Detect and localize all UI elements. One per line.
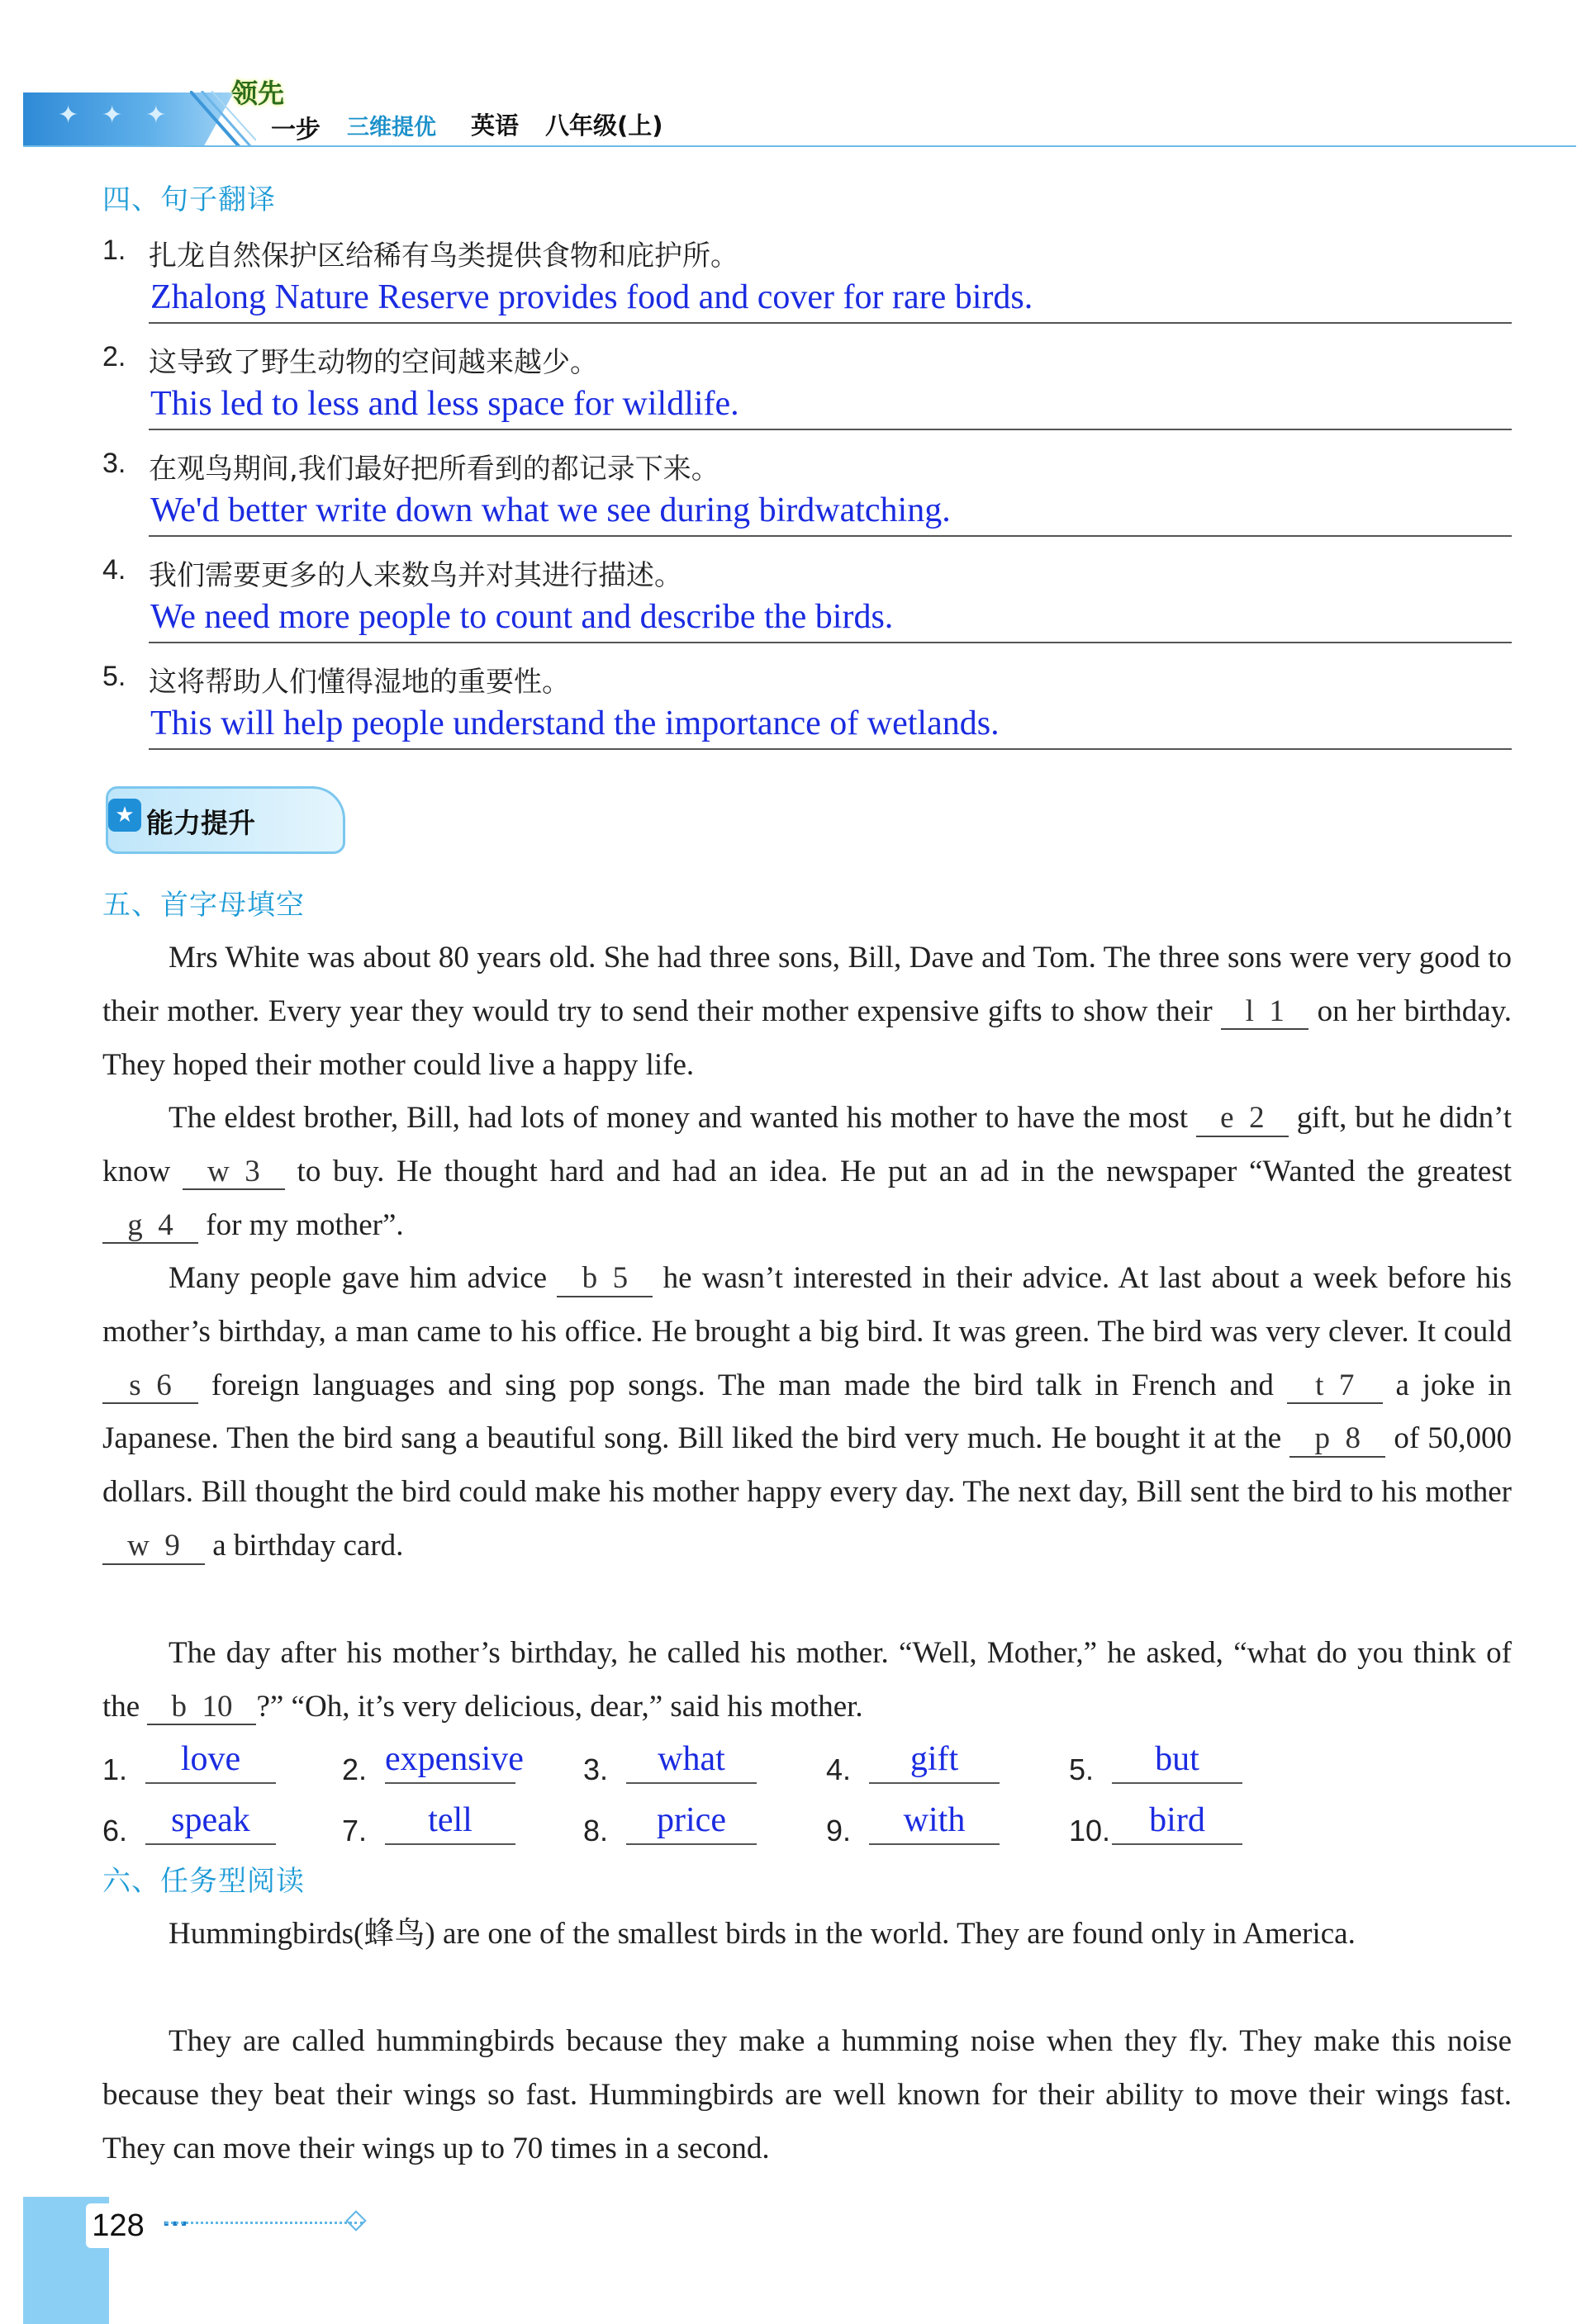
reading-paragraph-1: Hummingbirds(蜂鸟) are one of the smallest birds in the world. They are found only in America. bbox=[169, 1917, 1356, 1951]
header-brand-sub: 一步 bbox=[271, 116, 321, 145]
blank-letter: e bbox=[1220, 1101, 1234, 1135]
blank-number: 9 bbox=[164, 1528, 180, 1563]
blank-number: 2 bbox=[1249, 1101, 1265, 1135]
header-star-icon: ✦✦✦ bbox=[58, 101, 190, 130]
passage-text: The day after his mother’s birthday, he called his mother. “Well, Mother,” he asked, “what do you think of the bbox=[102, 1636, 1512, 1724]
answer-line bbox=[149, 322, 1512, 324]
blank-4 bbox=[102, 1209, 198, 1245]
answer-number: 4. bbox=[826, 1752, 852, 1786]
answer-item bbox=[342, 1794, 582, 1852]
blank-7 bbox=[1287, 1369, 1383, 1405]
answer-word: love bbox=[180, 1740, 241, 1778]
passage-text: Many people gave him advice bbox=[169, 1261, 548, 1295]
passage-text: Mrs White was about 80 years old. She had three sons, Bill, Dave and Tom. The three sons were very good to their mother. Every year they would try to send their mother expensive gifts to show their bbox=[102, 941, 1512, 1028]
chinese-sentence: 这将帮助人们懂得湿地的重要性。 bbox=[149, 666, 570, 699]
english-answer: This will help people understand the importance of wetlands. bbox=[150, 704, 1000, 742]
passage-text: a birthday card. bbox=[212, 1528, 404, 1563]
answer-item bbox=[583, 1794, 823, 1852]
english-answer: This led to less and less space for wildlife. bbox=[150, 385, 739, 423]
header-series: 三维提优 bbox=[347, 115, 436, 140]
answer-number: 3. bbox=[583, 1752, 609, 1786]
blank-letter: b bbox=[582, 1261, 598, 1295]
blank-letter: t bbox=[1315, 1368, 1324, 1402]
answer-number: 9. bbox=[826, 1814, 852, 1847]
blank-number: 1 bbox=[1269, 994, 1285, 1028]
answer-word: speak bbox=[171, 1801, 250, 1839]
header-subject: 英语 bbox=[471, 111, 520, 140]
blank-number: 8 bbox=[1345, 1421, 1361, 1456]
passage-text: a joke in Japanese. Then the bird sang a beautiful song. Bill liked the bird very much. He bought it at the bbox=[102, 1368, 1513, 1456]
answer-line bbox=[385, 1843, 515, 1845]
answer-number: 8. bbox=[583, 1814, 609, 1847]
english-answer: We need more people to count and describe the birds. bbox=[150, 598, 894, 636]
section4-title: 四、句子翻译 bbox=[102, 183, 276, 216]
chinese-sentence: 扎龙自然保护区给稀有鸟类提供食物和庇护所。 bbox=[149, 240, 739, 273]
blank-9 bbox=[102, 1530, 205, 1565]
answer-word: but bbox=[1155, 1740, 1199, 1778]
answer-line bbox=[149, 642, 1512, 643]
item-number: 1. bbox=[102, 235, 126, 266]
header-rule bbox=[23, 145, 1576, 147]
ability-badge bbox=[106, 786, 345, 854]
answer-line bbox=[149, 535, 1512, 537]
header-brand-badge: 领先 bbox=[231, 78, 285, 109]
blank-letter: b bbox=[171, 1689, 187, 1724]
reading-paragraph-2: They are called hummingbirds because they make a humming noise when they fly. They make this noise because they beat their wings so fast. Hummingbirds are well known for their ability to move their wings fast. They can move their wings up to 70 times in a second. bbox=[102, 2024, 1512, 2165]
blank-letter: g bbox=[127, 1207, 143, 1242]
passage-text: gift, but he didn’t know bbox=[102, 1101, 1512, 1188]
answer-number: 6. bbox=[102, 1814, 128, 1847]
answer-line bbox=[149, 748, 1512, 750]
answer-line bbox=[869, 1782, 1000, 1784]
answer-line bbox=[149, 429, 1512, 430]
answer-word: with bbox=[903, 1801, 966, 1839]
blank-number: 3 bbox=[245, 1154, 260, 1188]
item-number: 4. bbox=[102, 554, 126, 586]
blank-number: 7 bbox=[1338, 1368, 1355, 1402]
passage-text: he wasn’t interested in their advice. At last about a week before his mother’s birthday, a man came to his office. He brought a big bird. It was green. The bird was very clever. It could bbox=[102, 1261, 1512, 1349]
answer-word: tell bbox=[428, 1801, 473, 1839]
cloze-paragraph-3 bbox=[102, 1252, 1512, 1573]
section5-title: 五、首字母填空 bbox=[102, 889, 305, 922]
blank-1 bbox=[1221, 995, 1308, 1031]
answer-line bbox=[1112, 1843, 1242, 1845]
answer-line bbox=[869, 1843, 1000, 1845]
passage-text: to buy. He thought hard and had an idea. He put an ad in the newspaper “Wanted the greatest bbox=[297, 1154, 1513, 1188]
blank-letter: l bbox=[1245, 994, 1254, 1028]
answer-item bbox=[826, 1794, 1066, 1852]
passage-text: ?” “Oh, it’s very delicious, dear,” said his mother. bbox=[256, 1689, 863, 1724]
item-number: 2. bbox=[102, 341, 126, 372]
blank-letter: s bbox=[129, 1368, 141, 1402]
blank-6 bbox=[102, 1369, 198, 1405]
passage-text: for my mother”. bbox=[206, 1207, 404, 1242]
blank-letter: w bbox=[127, 1528, 150, 1563]
ability-label: 能力提升 bbox=[146, 807, 255, 839]
answer-word: gift bbox=[909, 1740, 959, 1778]
blank-2 bbox=[1196, 1102, 1289, 1137]
answer-item bbox=[1069, 1733, 1308, 1790]
answer-word: bird bbox=[1149, 1801, 1205, 1839]
item-number: 5. bbox=[102, 661, 126, 692]
blank-letter: p bbox=[1314, 1421, 1331, 1456]
blank-number: 10 bbox=[202, 1689, 233, 1724]
answer-item bbox=[102, 1794, 342, 1852]
blank-10 bbox=[147, 1691, 256, 1726]
answer-item bbox=[583, 1733, 823, 1790]
answer-number: 7. bbox=[342, 1814, 368, 1847]
passage-text: The eldest brother, Bill, had lots of money and wanted his mother to have the most bbox=[169, 1101, 1188, 1135]
header-grade: 八年级(上) bbox=[545, 111, 663, 140]
blank-number: 4 bbox=[158, 1207, 173, 1242]
answer-item bbox=[826, 1733, 1066, 1790]
answer-number: 10. bbox=[1069, 1814, 1111, 1847]
answer-line bbox=[145, 1843, 276, 1845]
answer-line bbox=[145, 1782, 276, 1784]
passage-text: on her birthday. They hoped their mother could live a happy life. bbox=[102, 994, 1512, 1082]
answer-word: what bbox=[658, 1740, 725, 1778]
footer-dotted-rule bbox=[165, 2222, 363, 2232]
chinese-sentence: 这导致了野生动物的空间越来越少。 bbox=[149, 346, 598, 379]
blank-8 bbox=[1289, 1422, 1385, 1458]
answer-item bbox=[102, 1733, 342, 1790]
blank-number: 6 bbox=[156, 1368, 172, 1402]
item-number: 3. bbox=[102, 448, 126, 479]
cloze-paragraph-2 bbox=[102, 1092, 1512, 1252]
english-answer: Zhalong Nature Reserve provides food and cover for rare birds. bbox=[150, 278, 1033, 316]
section6-title: 六、任务型阅读 bbox=[102, 1865, 305, 1898]
answer-number: 5. bbox=[1069, 1752, 1095, 1786]
answer-line bbox=[385, 1782, 515, 1784]
answer-line bbox=[626, 1843, 757, 1845]
answer-line bbox=[626, 1782, 757, 1784]
answer-line bbox=[1112, 1782, 1242, 1784]
blank-letter: w bbox=[207, 1154, 230, 1188]
answer-word: price bbox=[657, 1801, 726, 1839]
footer-ellipsis: ··· bbox=[162, 2210, 188, 2237]
english-answer: We'd better write down what we see during birdwatching. bbox=[150, 491, 951, 529]
answer-word: expensive bbox=[385, 1740, 524, 1778]
answer-item bbox=[1069, 1794, 1308, 1852]
blank-3 bbox=[183, 1155, 285, 1191]
blank-5 bbox=[557, 1262, 653, 1297]
blank-number: 5 bbox=[612, 1261, 629, 1295]
chinese-sentence: 我们需要更多的人来数鸟并对其进行描述。 bbox=[149, 559, 682, 592]
answer-number: 1. bbox=[102, 1752, 128, 1786]
page-number: 128 bbox=[86, 2203, 150, 2248]
answer-item bbox=[342, 1733, 582, 1790]
star-icon: ★ bbox=[108, 799, 141, 832]
chinese-sentence: 在观鸟期间,我们最好把所看到的都记录下来。 bbox=[149, 453, 720, 486]
answer-number: 2. bbox=[342, 1752, 368, 1786]
passage-text: foreign languages and sing pop songs. The man made the bird talk in French and bbox=[211, 1368, 1274, 1402]
cloze-paragraph-1 bbox=[102, 932, 1512, 1092]
passage-text: of 50,000 dollars. Bill thought the bird could make his mother happy every day. The next day, Bill sent the bird to his mother bbox=[102, 1421, 1513, 1510]
cloze-paragraph-4 bbox=[102, 1627, 1512, 1734]
